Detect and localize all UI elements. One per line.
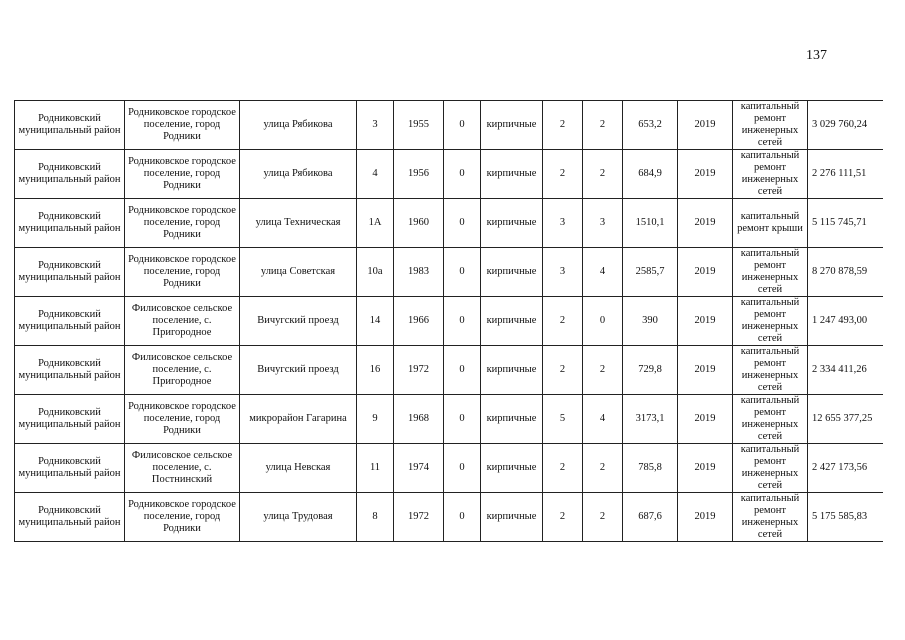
plan-year-cell: 2019: [678, 199, 733, 248]
build-year-cell: 1972: [394, 346, 444, 395]
district-cell: Родниковский муниципальный район: [15, 444, 125, 493]
wall-material-cell: кирпичные: [481, 150, 543, 199]
wall-material-cell: кирпичные: [481, 395, 543, 444]
zero-column-cell: 0: [444, 199, 481, 248]
house-number-cell: 16: [357, 346, 394, 395]
work-type-cell: капитальный ремонт инженерных сетей: [733, 150, 808, 199]
work-type-cell: капитальный ремонт инженерных сетей: [733, 346, 808, 395]
plan-year-cell: 2019: [678, 297, 733, 346]
wall-material-cell: кирпичные: [481, 346, 543, 395]
settlement-cell: Филисовское сельское поселение, с. Пригородное: [125, 297, 240, 346]
cost-cell: 5 115 745,71: [808, 199, 883, 248]
floors-cell: 2: [543, 150, 583, 199]
house-number-cell: 11: [357, 444, 394, 493]
floors-cell: 2: [543, 101, 583, 150]
street-cell: Вичугский проезд: [240, 297, 357, 346]
floors-cell: 2: [543, 493, 583, 542]
zero-column-cell: 0: [444, 297, 481, 346]
street-cell: микрорайон Гагарина: [240, 395, 357, 444]
settlement-cell: Родниковское городское поселение, город Родники: [125, 199, 240, 248]
settlement-cell: Родниковское городское поселение, город Родники: [125, 101, 240, 150]
entrances-cell: 3: [583, 199, 623, 248]
settlement-cell: Филисовское сельское поселение, с. Пригородное: [125, 346, 240, 395]
table-row: [15, 199, 883, 248]
area-cell: 390: [623, 297, 678, 346]
house-number-cell: 9: [357, 395, 394, 444]
floors-cell: 2: [543, 346, 583, 395]
floors-cell: 2: [543, 297, 583, 346]
table-row: [15, 346, 883, 395]
area-cell: 729,8: [623, 346, 678, 395]
entrances-cell: 4: [583, 248, 623, 297]
housing-repair-table: [14, 100, 883, 542]
street-cell: улица Техническая: [240, 199, 357, 248]
table-row: [15, 297, 883, 346]
cost-cell: 5 175 585,83: [808, 493, 883, 542]
street-cell: улица Рябикова: [240, 101, 357, 150]
cost-cell: 1 247 493,00: [808, 297, 883, 346]
cost-cell: 2 427 173,56: [808, 444, 883, 493]
plan-year-cell: 2019: [678, 444, 733, 493]
area-cell: 785,8: [623, 444, 678, 493]
zero-column-cell: 0: [444, 346, 481, 395]
wall-material-cell: кирпичные: [481, 444, 543, 493]
entrances-cell: 2: [583, 101, 623, 150]
build-year-cell: 1972: [394, 493, 444, 542]
settlement-cell: Родниковское городское поселение, город Родники: [125, 150, 240, 199]
work-type-cell: капитальный ремонт инженерных сетей: [733, 493, 808, 542]
house-number-cell: 3: [357, 101, 394, 150]
plan-year-cell: 2019: [678, 493, 733, 542]
work-type-cell: капитальный ремонт инженерных сетей: [733, 395, 808, 444]
build-year-cell: 1955: [394, 101, 444, 150]
build-year-cell: 1968: [394, 395, 444, 444]
settlement-cell: Родниковское городское поселение, город Родники: [125, 248, 240, 297]
house-number-cell: 1А: [357, 199, 394, 248]
cost-cell: 8 270 878,59: [808, 248, 883, 297]
plan-year-cell: 2019: [678, 346, 733, 395]
area-cell: 684,9: [623, 150, 678, 199]
zero-column-cell: 0: [444, 248, 481, 297]
street-cell: улица Невская: [240, 444, 357, 493]
street-cell: улица Советская: [240, 248, 357, 297]
cost-cell: 12 655 377,25: [808, 395, 883, 444]
page-number: 137: [806, 48, 827, 63]
entrances-cell: 2: [583, 150, 623, 199]
district-cell: Родниковский муниципальный район: [15, 346, 125, 395]
build-year-cell: 1956: [394, 150, 444, 199]
district-cell: Родниковский муниципальный район: [15, 248, 125, 297]
floors-cell: 3: [543, 199, 583, 248]
entrances-cell: 4: [583, 395, 623, 444]
area-cell: 653,2: [623, 101, 678, 150]
house-number-cell: 14: [357, 297, 394, 346]
cost-cell: 3 029 760,24: [808, 101, 883, 150]
table-row: [15, 248, 883, 297]
floors-cell: 3: [543, 248, 583, 297]
entrances-cell: 0: [583, 297, 623, 346]
zero-column-cell: 0: [444, 444, 481, 493]
work-type-cell: капитальный ремонт инженерных сетей: [733, 101, 808, 150]
street-cell: улица Трудовая: [240, 493, 357, 542]
district-cell: Родниковский муниципальный район: [15, 395, 125, 444]
plan-year-cell: 2019: [678, 101, 733, 150]
work-type-cell: капитальный ремонт инженерных сетей: [733, 248, 808, 297]
district-cell: Родниковский муниципальный район: [15, 101, 125, 150]
street-cell: улица Рябикова: [240, 150, 357, 199]
wall-material-cell: кирпичные: [481, 101, 543, 150]
district-cell: Родниковский муниципальный район: [15, 493, 125, 542]
wall-material-cell: кирпичные: [481, 297, 543, 346]
street-cell: Вичугский проезд: [240, 346, 357, 395]
area-cell: 687,6: [623, 493, 678, 542]
area-cell: 3173,1: [623, 395, 678, 444]
zero-column-cell: 0: [444, 101, 481, 150]
wall-material-cell: кирпичные: [481, 199, 543, 248]
table-row: [15, 101, 883, 150]
entrances-cell: 2: [583, 493, 623, 542]
plan-year-cell: 2019: [678, 248, 733, 297]
house-number-cell: 4: [357, 150, 394, 199]
settlement-cell: Родниковское городское поселение, город Родники: [125, 493, 240, 542]
entrances-cell: 2: [583, 444, 623, 493]
district-cell: Родниковский муниципальный район: [15, 199, 125, 248]
cost-cell: 2 334 411,26: [808, 346, 883, 395]
build-year-cell: 1966: [394, 297, 444, 346]
table-row: [15, 395, 883, 444]
wall-material-cell: кирпичные: [481, 248, 543, 297]
table-row: [15, 493, 883, 542]
plan-year-cell: 2019: [678, 395, 733, 444]
area-cell: 1510,1: [623, 199, 678, 248]
plan-year-cell: 2019: [678, 150, 733, 199]
zero-column-cell: 0: [444, 493, 481, 542]
area-cell: 2585,7: [623, 248, 678, 297]
work-type-cell: капитальный ремонт инженерных сетей: [733, 444, 808, 493]
build-year-cell: 1974: [394, 444, 444, 493]
work-type-cell: капитальный ремонт инженерных сетей: [733, 297, 808, 346]
entrances-cell: 2: [583, 346, 623, 395]
house-number-cell: 8: [357, 493, 394, 542]
work-type-cell: капитальный ремонт крыши: [733, 199, 808, 248]
settlement-cell: Родниковское городское поселение, город Родники: [125, 395, 240, 444]
wall-material-cell: кирпичные: [481, 493, 543, 542]
cost-cell: 2 276 111,51: [808, 150, 883, 199]
zero-column-cell: 0: [444, 395, 481, 444]
build-year-cell: 1983: [394, 248, 444, 297]
zero-column-cell: 0: [444, 150, 481, 199]
settlement-cell: Филисовское сельское поселение, с. Постнинский: [125, 444, 240, 493]
table-row: [15, 150, 883, 199]
build-year-cell: 1960: [394, 199, 444, 248]
district-cell: Родниковский муниципальный район: [15, 150, 125, 199]
floors-cell: 2: [543, 444, 583, 493]
house-number-cell: 10а: [357, 248, 394, 297]
district-cell: Родниковский муниципальный район: [15, 297, 125, 346]
table-row: [15, 444, 883, 493]
floors-cell: 5: [543, 395, 583, 444]
